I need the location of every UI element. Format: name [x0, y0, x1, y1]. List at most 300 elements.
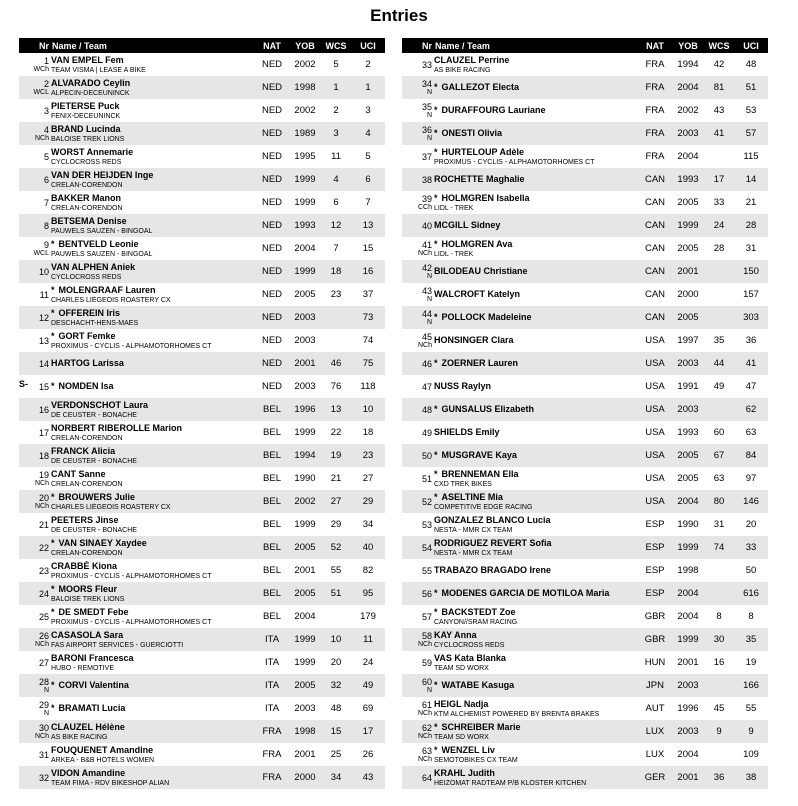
- rider-name-line: [51, 358, 255, 369]
- cell-uci: 47: [745, 381, 757, 392]
- cell-wcs: [704, 559, 734, 582]
- cell-nr: [402, 421, 434, 444]
- rider-name: RODRIGUEZ REVERT Sofia: [434, 537, 552, 548]
- rider-name: BRAND Lucinda: [51, 123, 121, 134]
- cell-uci: 23: [362, 450, 374, 461]
- team-name: NESTA - MMR CX TEAM: [434, 526, 513, 534]
- rider-name: SHIELDS Emily: [434, 427, 500, 437]
- rider-number: 9: [43, 239, 49, 250]
- title-code: N: [43, 686, 49, 694]
- cell-name-team: [51, 605, 255, 628]
- rider-number: 43: [421, 285, 432, 296]
- cell-nr: [19, 467, 51, 490]
- rider-number: 47: [421, 381, 432, 392]
- cell-uci: 146: [743, 496, 759, 507]
- cell-wcs: 31: [713, 519, 725, 530]
- cell-wcs: [321, 329, 351, 352]
- cell-wcs: 41: [713, 128, 725, 139]
- rider-name: HOLMGREN Ava: [441, 238, 513, 249]
- rider-name: NORBERT RIBEROLLE Marion: [51, 422, 183, 433]
- rider-number: 34: [421, 78, 432, 89]
- cell-nr: [402, 697, 434, 720]
- cell-name-team: [434, 214, 638, 237]
- rider-number: 37: [421, 151, 432, 162]
- cell-nat: USA: [645, 473, 665, 484]
- rider-number: 5: [43, 151, 49, 162]
- cell-uci: 5: [365, 151, 371, 162]
- cell-uci: 19: [745, 657, 757, 668]
- cell-nat: BEL: [263, 611, 281, 622]
- cell-name-team: [434, 720, 638, 743]
- cell-uci: 50: [745, 565, 757, 576]
- title-code: NCh: [417, 709, 432, 717]
- rider-name-line: [51, 561, 255, 572]
- table-row: [402, 421, 768, 444]
- cell-name-team: [434, 536, 638, 559]
- cell-name-team: [51, 490, 255, 513]
- cell-nat: CAN: [644, 243, 666, 254]
- rider-name-line: [51, 538, 255, 549]
- team-name: BALOISE TREK LIONS: [51, 595, 125, 603]
- cell-nr: [19, 536, 51, 559]
- cell-uci: 73: [362, 312, 374, 323]
- cell-wcs: 11: [331, 151, 341, 162]
- team-name: ARKEA - B&B HOTELS WOMEN: [51, 756, 155, 764]
- cell-nat: CAN: [644, 197, 666, 208]
- cell-wcs: 49: [713, 381, 725, 392]
- cell-nr: [19, 697, 51, 720]
- title-code: WCh: [33, 65, 49, 73]
- cell-yob: 1996: [294, 404, 316, 415]
- young-rider-marker: *: [434, 744, 438, 755]
- rider-number: 62: [421, 722, 432, 733]
- cell-name-team: [51, 168, 255, 191]
- cell-nat: NED: [261, 289, 283, 300]
- cell-wcs: [704, 398, 734, 421]
- cell-name-team: [434, 283, 638, 306]
- table-row: [19, 191, 385, 214]
- cell-nat: HUN: [644, 657, 666, 668]
- cell-name-team: [51, 720, 255, 743]
- team-name: DE CEUSTER - BONACHE: [51, 411, 137, 419]
- cell-nr: [402, 191, 434, 214]
- rider-name: KRAHL Judith: [434, 767, 495, 778]
- rider-name-line: [51, 331, 255, 342]
- cell-nat: CAN: [644, 174, 666, 185]
- cell-yob: 2000: [677, 289, 699, 300]
- rider-name-line: [51, 170, 255, 181]
- rider-name: GORT Femke: [58, 330, 116, 341]
- title-code: N: [426, 295, 432, 303]
- rider-name-line: [434, 450, 638, 461]
- table-row: [402, 375, 768, 398]
- cell-nr: [19, 329, 51, 352]
- rider-number: 4: [43, 124, 49, 135]
- cell-name-team: [434, 329, 638, 352]
- rider-name-line: [51, 515, 255, 526]
- team-name: DE CEUSTER - BONACHE: [51, 457, 137, 465]
- cell-uci: 18: [362, 427, 374, 438]
- table-row: [402, 651, 768, 674]
- header-wcs: WCS: [704, 38, 734, 53]
- cell-yob: 2001: [677, 657, 699, 668]
- cell-wcs: 7: [333, 243, 339, 254]
- rider-number: 20: [38, 492, 49, 503]
- rider-name-line: [434, 565, 638, 576]
- cell-uci: 166: [743, 680, 759, 691]
- cell-name-team: [51, 145, 255, 168]
- cell-nr: [19, 168, 51, 191]
- rider-name: HARTOG Larissa: [51, 358, 124, 368]
- rider-name-line: [434, 220, 638, 231]
- rider-name: ROCHETTE Maghalie: [434, 174, 525, 184]
- cell-nat: NED: [261, 381, 283, 392]
- cell-wcs: 4: [333, 174, 339, 185]
- rider-name-line: [51, 492, 255, 503]
- cell-nr: [402, 444, 434, 467]
- cell-wcs: [704, 582, 734, 605]
- young-rider-marker: *: [434, 312, 438, 322]
- entries-body-right: [402, 53, 768, 789]
- cell-uci: 14: [745, 174, 757, 185]
- cell-name-team: [434, 99, 638, 122]
- rider-name-line: [51, 147, 255, 158]
- cell-yob: 1990: [294, 473, 316, 484]
- cell-uci: 20: [745, 519, 757, 530]
- young-rider-marker: *: [434, 588, 438, 598]
- cell-name-team: [434, 674, 638, 697]
- cell-name-team: [434, 145, 638, 168]
- cell-nr: [402, 237, 434, 260]
- rider-number: 49: [421, 427, 432, 438]
- cell-nr: [402, 766, 434, 789]
- rider-name-line: [434, 55, 638, 66]
- title-code: N: [426, 272, 432, 280]
- cell-nr: [402, 559, 434, 582]
- cell-wcs: 10: [330, 634, 342, 645]
- table-row: [402, 191, 768, 214]
- table-row: [402, 674, 768, 697]
- cell-nr: [402, 53, 434, 76]
- young-rider-marker: *: [434, 128, 438, 138]
- rider-number: 54: [421, 542, 432, 553]
- table-row: [19, 559, 385, 582]
- cell-name-team: [51, 536, 255, 559]
- cell-nr: [19, 191, 51, 214]
- cell-wcs: 33: [713, 197, 725, 208]
- cell-name-team: [434, 697, 638, 720]
- cell-yob: 2005: [677, 312, 699, 323]
- cell-uci: 35: [745, 634, 757, 645]
- cell-wcs: 5: [333, 59, 339, 70]
- table-row: [402, 743, 768, 766]
- table-header-row: [19, 38, 385, 53]
- cell-yob: 1993: [677, 174, 699, 185]
- rider-name: DE SMEDT Febe: [58, 606, 129, 617]
- rider-name: BAKKER Manon: [51, 192, 121, 203]
- rider-name: ONESTI Olivia: [441, 128, 503, 138]
- rider-name-line: [51, 193, 255, 204]
- cell-yob: 2003: [294, 335, 316, 346]
- cell-nr: [402, 214, 434, 237]
- cell-nr: [19, 237, 51, 260]
- entries-table-right: [402, 38, 768, 789]
- rider-name-line: [434, 105, 638, 116]
- cell-uci: 63: [745, 427, 757, 438]
- rider-name-line: [51, 101, 255, 112]
- cell-name-team: [434, 444, 638, 467]
- table-row: [402, 444, 768, 467]
- cell-uci: 95: [362, 588, 374, 599]
- cell-wcs: [704, 145, 734, 168]
- cell-nr: [402, 467, 434, 490]
- cell-uci: 4: [365, 128, 371, 139]
- rider-number: 40: [421, 220, 432, 231]
- cell-nat: NED: [261, 312, 283, 323]
- rider-number: 44: [421, 308, 432, 319]
- cell-name-team: [434, 260, 638, 283]
- young-rider-marker: *: [434, 468, 438, 479]
- rider-name: BILODEAU Christiane: [434, 266, 528, 276]
- cell-name-team: [434, 306, 638, 329]
- table-row: [402, 766, 768, 789]
- table-row: [19, 352, 385, 375]
- cell-yob: 1999: [294, 657, 316, 668]
- table-row: [402, 582, 768, 605]
- table-row: [402, 513, 768, 536]
- cell-nr: [402, 260, 434, 283]
- cell-nat: FRA: [645, 105, 665, 116]
- cell-nr: [402, 375, 434, 398]
- table-row: [402, 283, 768, 306]
- young-rider-marker: *: [434, 146, 438, 157]
- cell-nat: GBR: [644, 611, 666, 622]
- young-rider-marker: *: [434, 680, 438, 690]
- cell-wcs: [704, 283, 734, 306]
- cell-wcs: 34: [330, 772, 342, 783]
- header-nat: NAT: [255, 38, 289, 53]
- rider-number: 38: [421, 174, 432, 185]
- title-code: N: [426, 111, 432, 119]
- cell-nr: [19, 99, 51, 122]
- cell-name-team: [434, 352, 638, 375]
- rider-number: 22: [38, 542, 49, 553]
- rider-name: BARONI Francesca: [51, 652, 134, 663]
- rider-number: 16: [38, 404, 49, 415]
- rider-number: 28: [38, 676, 49, 687]
- entries-body-left: [19, 53, 385, 789]
- cell-uci: 49: [362, 680, 374, 691]
- cell-name-team: [434, 628, 638, 651]
- cell-uci: 41: [745, 358, 757, 369]
- rider-name-line: [51, 768, 255, 779]
- rider-name: HOLMGREN Isabella: [441, 192, 530, 203]
- cell-nr: [402, 168, 434, 191]
- young-rider-marker: *: [434, 491, 438, 502]
- team-name: TEAM VISMA | LEASE A BIKE: [51, 66, 146, 74]
- cell-uci: 31: [745, 243, 757, 254]
- cell-yob: 2001: [294, 565, 316, 576]
- cell-name-team: [434, 53, 638, 76]
- young-rider-marker: *: [51, 284, 55, 295]
- rider-name: TRABAZO BRAGADO Irene: [434, 565, 552, 575]
- cell-nat: GER: [644, 772, 666, 783]
- cell-nr: [402, 628, 434, 651]
- cell-name-team: [51, 743, 255, 766]
- entries-table-left: [19, 38, 385, 789]
- rider-name: CANT Sanne: [51, 468, 106, 479]
- cell-yob: 2001: [677, 266, 699, 277]
- cell-name-team: [51, 674, 255, 697]
- table-row: [402, 605, 768, 628]
- table-row: [19, 766, 385, 789]
- cell-name-team: [51, 582, 255, 605]
- rider-name-line: [434, 128, 638, 139]
- cell-nat: USA: [645, 381, 665, 392]
- rider-number: 25: [38, 611, 49, 622]
- cell-yob: 1999: [294, 634, 316, 645]
- cell-yob: 2005: [294, 289, 316, 300]
- cell-yob: 2002: [294, 59, 316, 70]
- cell-nat: FRA: [262, 749, 282, 760]
- rider-number: 42: [421, 262, 432, 273]
- rider-number: 6: [43, 174, 49, 185]
- cell-nat: USA: [645, 427, 665, 438]
- rider-name: BACKSTEDT Zoe: [441, 606, 516, 617]
- cell-uci: 40: [362, 542, 374, 553]
- rider-number: 52: [421, 496, 432, 507]
- rider-name: BRAMATI Lucia: [58, 703, 126, 713]
- rider-name-line: [51, 584, 255, 595]
- young-rider-marker: *: [434, 238, 438, 249]
- cell-uci: 115: [743, 151, 759, 162]
- cell-nr: [402, 352, 434, 375]
- cell-wcs: 44: [713, 358, 725, 369]
- cell-nat: ESP: [645, 542, 665, 553]
- young-rider-marker: *: [434, 192, 438, 203]
- cell-nr: [402, 720, 434, 743]
- cell-nat: USA: [645, 358, 665, 369]
- rider-number: 26: [38, 630, 49, 641]
- rider-name: NUSS Raylyn: [434, 381, 492, 391]
- cell-wcs: 63: [713, 473, 725, 484]
- cell-yob: 2001: [677, 772, 699, 783]
- cell-uci: 179: [360, 611, 376, 622]
- cell-uci: 38: [745, 772, 757, 783]
- cell-wcs: 8: [716, 611, 722, 622]
- rider-name-line: [51, 607, 255, 618]
- cell-nr: [19, 260, 51, 283]
- cell-uci: 34: [362, 519, 374, 530]
- team-name: CRELAN-CORENDON: [51, 480, 123, 488]
- cell-name-team: [434, 421, 638, 444]
- cell-yob: 1994: [677, 59, 699, 70]
- cell-wcs: 16: [713, 657, 725, 668]
- cell-uci: 84: [745, 450, 757, 461]
- cell-uci: 1: [365, 82, 371, 93]
- table-row: [402, 306, 768, 329]
- cell-name-team: [51, 444, 255, 467]
- rider-name-line: [434, 404, 638, 415]
- cell-name-team: [51, 375, 255, 398]
- rider-name-line: [51, 308, 255, 319]
- cell-nr: [19, 674, 51, 697]
- rider-name-line: [51, 55, 255, 66]
- cell-nr: [19, 214, 51, 237]
- rider-number: 7: [43, 197, 49, 208]
- cell-nat: FRA: [645, 82, 665, 93]
- cell-wcs: 55: [330, 565, 342, 576]
- cell-yob: 2003: [677, 128, 699, 139]
- rider-number: 58: [421, 630, 432, 641]
- cell-wcs: 2: [333, 105, 339, 116]
- cell-yob: 2003: [294, 312, 316, 323]
- cell-nat: CAN: [644, 289, 666, 300]
- title-code: NCh: [417, 249, 432, 257]
- table-row: [402, 352, 768, 375]
- table-row: [19, 651, 385, 674]
- rider-number: 36: [421, 124, 432, 135]
- table-row: [19, 444, 385, 467]
- cell-wcs: 60: [713, 427, 725, 438]
- table-row: [402, 237, 768, 260]
- title-code: NCh: [34, 479, 49, 487]
- cell-nr: [402, 306, 434, 329]
- cell-wcs: 25: [330, 749, 342, 760]
- rider-number: 15: [38, 381, 49, 392]
- rider-number: 29: [38, 699, 49, 710]
- title-code: NCh: [417, 640, 432, 648]
- rider-name: GUNSALUS Elizabeth: [441, 404, 535, 414]
- cell-yob: 2005: [677, 473, 699, 484]
- rider-name-line: [51, 262, 255, 273]
- cell-wcs: 42: [713, 59, 725, 70]
- rider-number: 24: [38, 588, 49, 599]
- cell-nat: CAN: [644, 266, 666, 277]
- cell-uci: 7: [365, 197, 371, 208]
- rider-name: WORST Annemarie: [51, 146, 134, 157]
- cell-nat: ITA: [264, 703, 280, 714]
- cell-uci: 97: [745, 473, 757, 484]
- young-rider-marker: *: [434, 82, 438, 92]
- cell-nat: NED: [261, 220, 283, 231]
- cell-wcs: 19: [330, 450, 342, 461]
- cell-yob: 2001: [294, 358, 316, 369]
- cell-nr: [402, 674, 434, 697]
- cell-yob: 1995: [294, 151, 316, 162]
- table-row: [402, 53, 768, 76]
- young-rider-marker: *: [51, 238, 55, 249]
- young-rider-marker: *: [51, 680, 55, 690]
- cell-nr: [19, 743, 51, 766]
- cell-wcs: 30: [713, 634, 725, 645]
- rider-name: VAS Kata Blanka: [434, 652, 506, 663]
- cell-nat: FRA: [262, 726, 282, 737]
- rider-name-line: [434, 607, 638, 618]
- table-row: [19, 582, 385, 605]
- cell-yob: 1999: [677, 220, 699, 231]
- cell-wcs: [704, 674, 734, 697]
- table-row: [19, 53, 385, 76]
- rider-number: 39: [421, 193, 432, 204]
- young-rider-marker: *: [434, 606, 438, 617]
- rider-name-line: [434, 174, 638, 185]
- rider-name: KAY Anna: [434, 629, 477, 640]
- rider-name-line: [434, 335, 638, 346]
- table-row: [402, 490, 768, 513]
- cell-nat: NED: [261, 174, 283, 185]
- rider-number: 60: [421, 676, 432, 687]
